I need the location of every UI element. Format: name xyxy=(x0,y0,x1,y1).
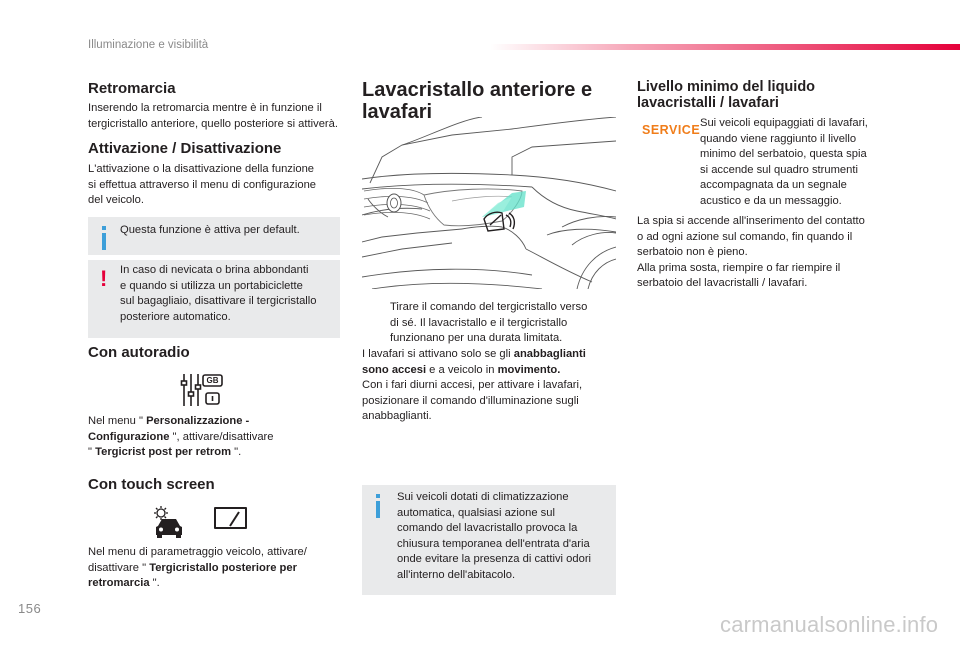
lavafari-text: I lavafari si attivano solo se gli anabbaglianti sono accesi e a veicolo in movimento. Con i fari diurni accesi, per attivare i lavafari, posizionare il comando d'illuminazione sugli anabbaglianti. xyxy=(362,348,586,422)
service-text: Sui veicoli equipaggiati di lavafari, quando viene raggiunto il livello minimo del serbatoio, questa spia si accende sul quadro strumenti accompagnata da un segnale acustico e da un messaggio. xyxy=(700,117,868,207)
car-settings-icon xyxy=(152,504,186,538)
rear-wiper-icon xyxy=(213,506,248,530)
settings-sliders-icon xyxy=(180,372,224,408)
bullet-instruction: Tirare il comando del tergicristallo verso di sé. Il lavacristallo e il tergicristallo funzionano per una durata limitata. xyxy=(390,301,588,344)
lavacristallo-title: Lavacristallo anteriore e lavafari xyxy=(362,79,593,123)
warning-icon: ! xyxy=(100,266,108,291)
gb-label: GB xyxy=(206,376,219,385)
info-box-default xyxy=(88,217,340,255)
info-box-climate-text: Sui veicoli dotati di climatizzazione automatica, qualsiasi azione sul comando del lavacristallo provoca la chiusura temporanea dell'entrata d'aria onde evitare la presenza di cattivi odori all'interno dell'abitacolo. xyxy=(397,491,592,581)
warning-box xyxy=(88,260,340,338)
section-header: Illuminazione e visibilità xyxy=(88,39,209,51)
retromarcia-title: Retromarcia xyxy=(88,80,176,97)
info-box-climate xyxy=(362,485,616,595)
service-warning-icon: SERVICE xyxy=(642,122,701,138)
car-headlamp-washer-illustration xyxy=(362,117,616,289)
retromarcia-text: Inserendo la retromarcia mentre è in funzione il tergicristallo anteriore, quello posteriore si attiverà. xyxy=(88,102,338,130)
attivazione-text: L'attivazione o la disattivazione della funzione si effettua attraverso il menu di configurazione del veicolo. xyxy=(88,163,317,206)
livello-title: Livello minimo del liquido lavacristalli / lavafari xyxy=(637,79,816,111)
autoradio-title: Con autoradio xyxy=(88,344,190,361)
touch-screen-text: Nel menu di parametraggio veicolo, attivare/ disattivare " Tergicristallo posteriore per retromarcia ". xyxy=(88,546,307,589)
warning-box-text: In caso di nevicata o brina abbondanti e quando si utilizza un portabiciclette sul bagagliaio, disattivare il tergicristallo posteriore automatico. xyxy=(120,264,317,323)
page-number: 156 xyxy=(18,601,42,616)
info-icon xyxy=(376,501,380,518)
info-box-text: Questa funzione è attiva per default. xyxy=(120,224,300,236)
header-accent-bar xyxy=(490,44,960,50)
watermark: carmanualsonline.info xyxy=(720,612,939,637)
info-icon xyxy=(102,233,106,250)
touch-screen-title: Con touch screen xyxy=(88,476,215,493)
attivazione-title: Attivazione / Disattivazione xyxy=(88,140,282,157)
autoradio-text: Nel menu " Personalizzazione - Configurazione ", attivare/disattivare " Tergicrist post per retrom ". xyxy=(88,415,274,458)
livello-body-text: La spia si accende all'inserimento del contatto o ad ogni azione sul comando, fin quando il serbatoio non è pieno. Alla prima sosta, riempire o far riempire il serbatoio del lavacristalli / lavafari. xyxy=(637,215,865,289)
